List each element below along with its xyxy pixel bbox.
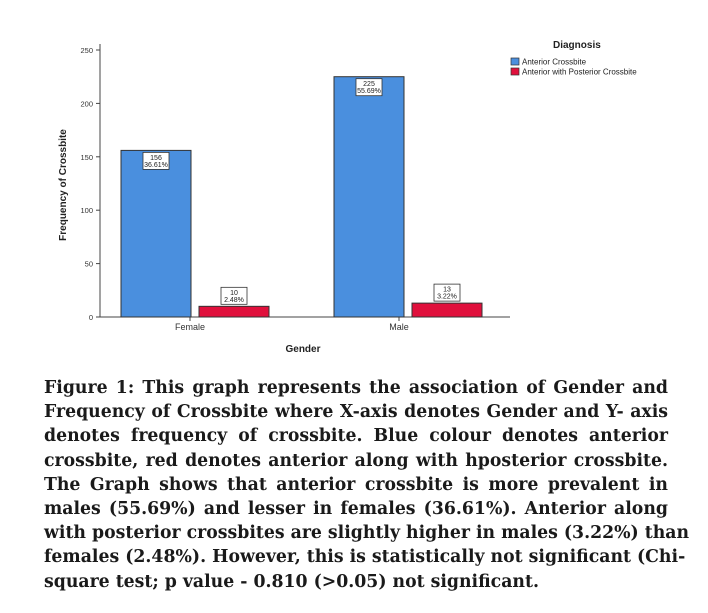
legend-swatch [511,58,519,65]
caption-line: The Graph shows that anterior crossbite is more prevalent in [44,474,668,495]
caption-line: with posterior crossbites are slightly higher in males (3.22%) than [44,523,690,544]
data-label-count: 156 [150,154,162,162]
data-label-percent: 2.48% [224,296,244,304]
caption-line: square test; p value - 0.810 (>0.05) not significant. [44,571,539,592]
y-tick-label: 150 [80,152,93,162]
y-tick-label: 0 [88,313,93,322]
x-axis-label: Gender [285,344,321,355]
caption-line: crossbite, red denotes anterior along with hposterior crossbite. [44,450,668,471]
chart-bars [121,77,482,317]
chart-legend [511,40,637,77]
x-tick-label: Male [389,322,409,332]
caption-line: females (2.48%). However, this is statistically not significant (Chi- [44,547,686,568]
caption-line: denotes frequency of crossbite. Blue colour denotes anterior [44,426,668,447]
data-label-count: 10 [230,289,238,297]
y-tick-label: 250 [80,46,93,55]
y-tick-label: 200 [80,99,93,109]
legend-entry: Anterior Crossbite [522,57,587,67]
bar-anterior-crossbite-female [121,150,191,317]
y-tick-label: 50 [84,259,93,269]
caption-line: Frequency of Crossbite where X-axis denotes Gender and Y- axis [44,402,668,423]
caption-line: males (55.69%) and lesser in females (36.61%). Anterior along [44,499,668,520]
data-label-count: 13 [443,286,451,294]
bar-anterior-with-posterior-crossbite-male [412,303,482,317]
caption-line: Figure 1: This graph represents the association of Gender and [44,378,668,398]
figure-caption [44,376,690,594]
data-label-percent: 55.69% [357,88,381,96]
y-axis-label: Frequency of Crossbite [58,129,69,241]
bar-anterior-with-posterior-crossbite-female [199,306,269,317]
x-tick-label: Female [174,322,206,332]
legend-title: Diagnosis [553,40,601,51]
legend-swatch [511,68,519,75]
y-tick-label: 100 [80,206,93,216]
data-label-count: 225 [363,81,375,89]
legend-entry: Anterior with Posterior Crossbite [522,67,637,77]
data-label-percent: 3.22% [437,293,457,301]
bar-anterior-crossbite-male [334,77,404,317]
data-label-percent: 36.61% [144,161,168,169]
